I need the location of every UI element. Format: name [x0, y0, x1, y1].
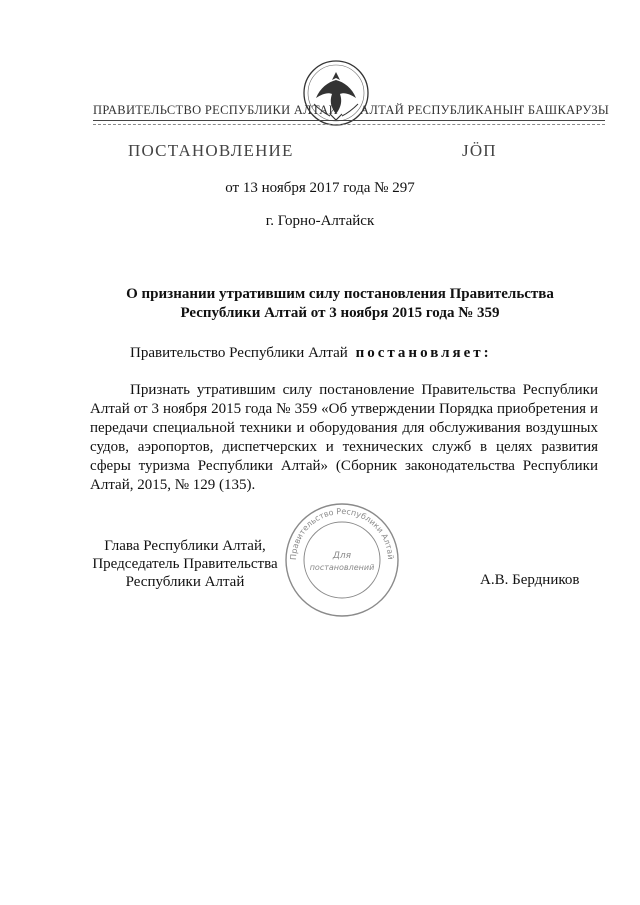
stamp-inner-text-1: Для [332, 551, 352, 561]
official-stamp [282, 500, 402, 620]
document-title-line2: Республики Алтай от 3 ноября 2015 года № 359 [180, 305, 500, 321]
body-paragraph: Признать утратившим силу постановление Правительства Республики Алтай от 3 ноября 2015 года № 359 «Об утверждении Порядка приобретения и передачи специальной техники и оборудования для обслуживания воздушных судов, аэропортов, диспетчерских и технических служб в целях развития сферы туризма Республики Алтай» (Сборник законодательства Республики Алтай, 2015, № 129 (135). [90, 382, 598, 493]
stamp-outer-text: Правительство Республики Алтай [288, 506, 396, 561]
signatory-position-line3: Республики Алтай [125, 574, 245, 590]
header-right-title: АЛТАЙ РЕСПУБЛИКАНЫҤ БАШКАРУЗЫ [360, 103, 610, 117]
signatory-name: А.В. Бердников [480, 572, 580, 588]
doc-type-ru: ПОСТАНОВЛЕНИЕ [128, 141, 294, 160]
stamp-inner-text-2: постановлений [309, 563, 375, 572]
document-title-line1: О признании утратившим силу постановления Правительства [126, 286, 554, 302]
header-divider-dashed [93, 124, 605, 125]
preamble [130, 345, 492, 362]
signatory-position [90, 537, 280, 591]
header-divider [93, 120, 605, 121]
preamble-decree: постановляет: [355, 345, 492, 361]
date-number: от 13 ноября 2017 года № 297 [225, 180, 415, 196]
city: г. Горно-Алтайск [265, 213, 375, 229]
header-left-title: ПРАВИТЕЛЬСТВО РЕСПУБЛИКИ АЛТАЙ [93, 103, 338, 117]
document-title [100, 285, 580, 323]
doc-type-alt: JӦП [462, 141, 497, 160]
signatory-position-line2: Председатель Правительства [92, 556, 278, 572]
preamble-text: Правительство Республики Алтай [130, 345, 348, 361]
signatory-position-line1: Глава Республики Алтай, [104, 538, 266, 554]
